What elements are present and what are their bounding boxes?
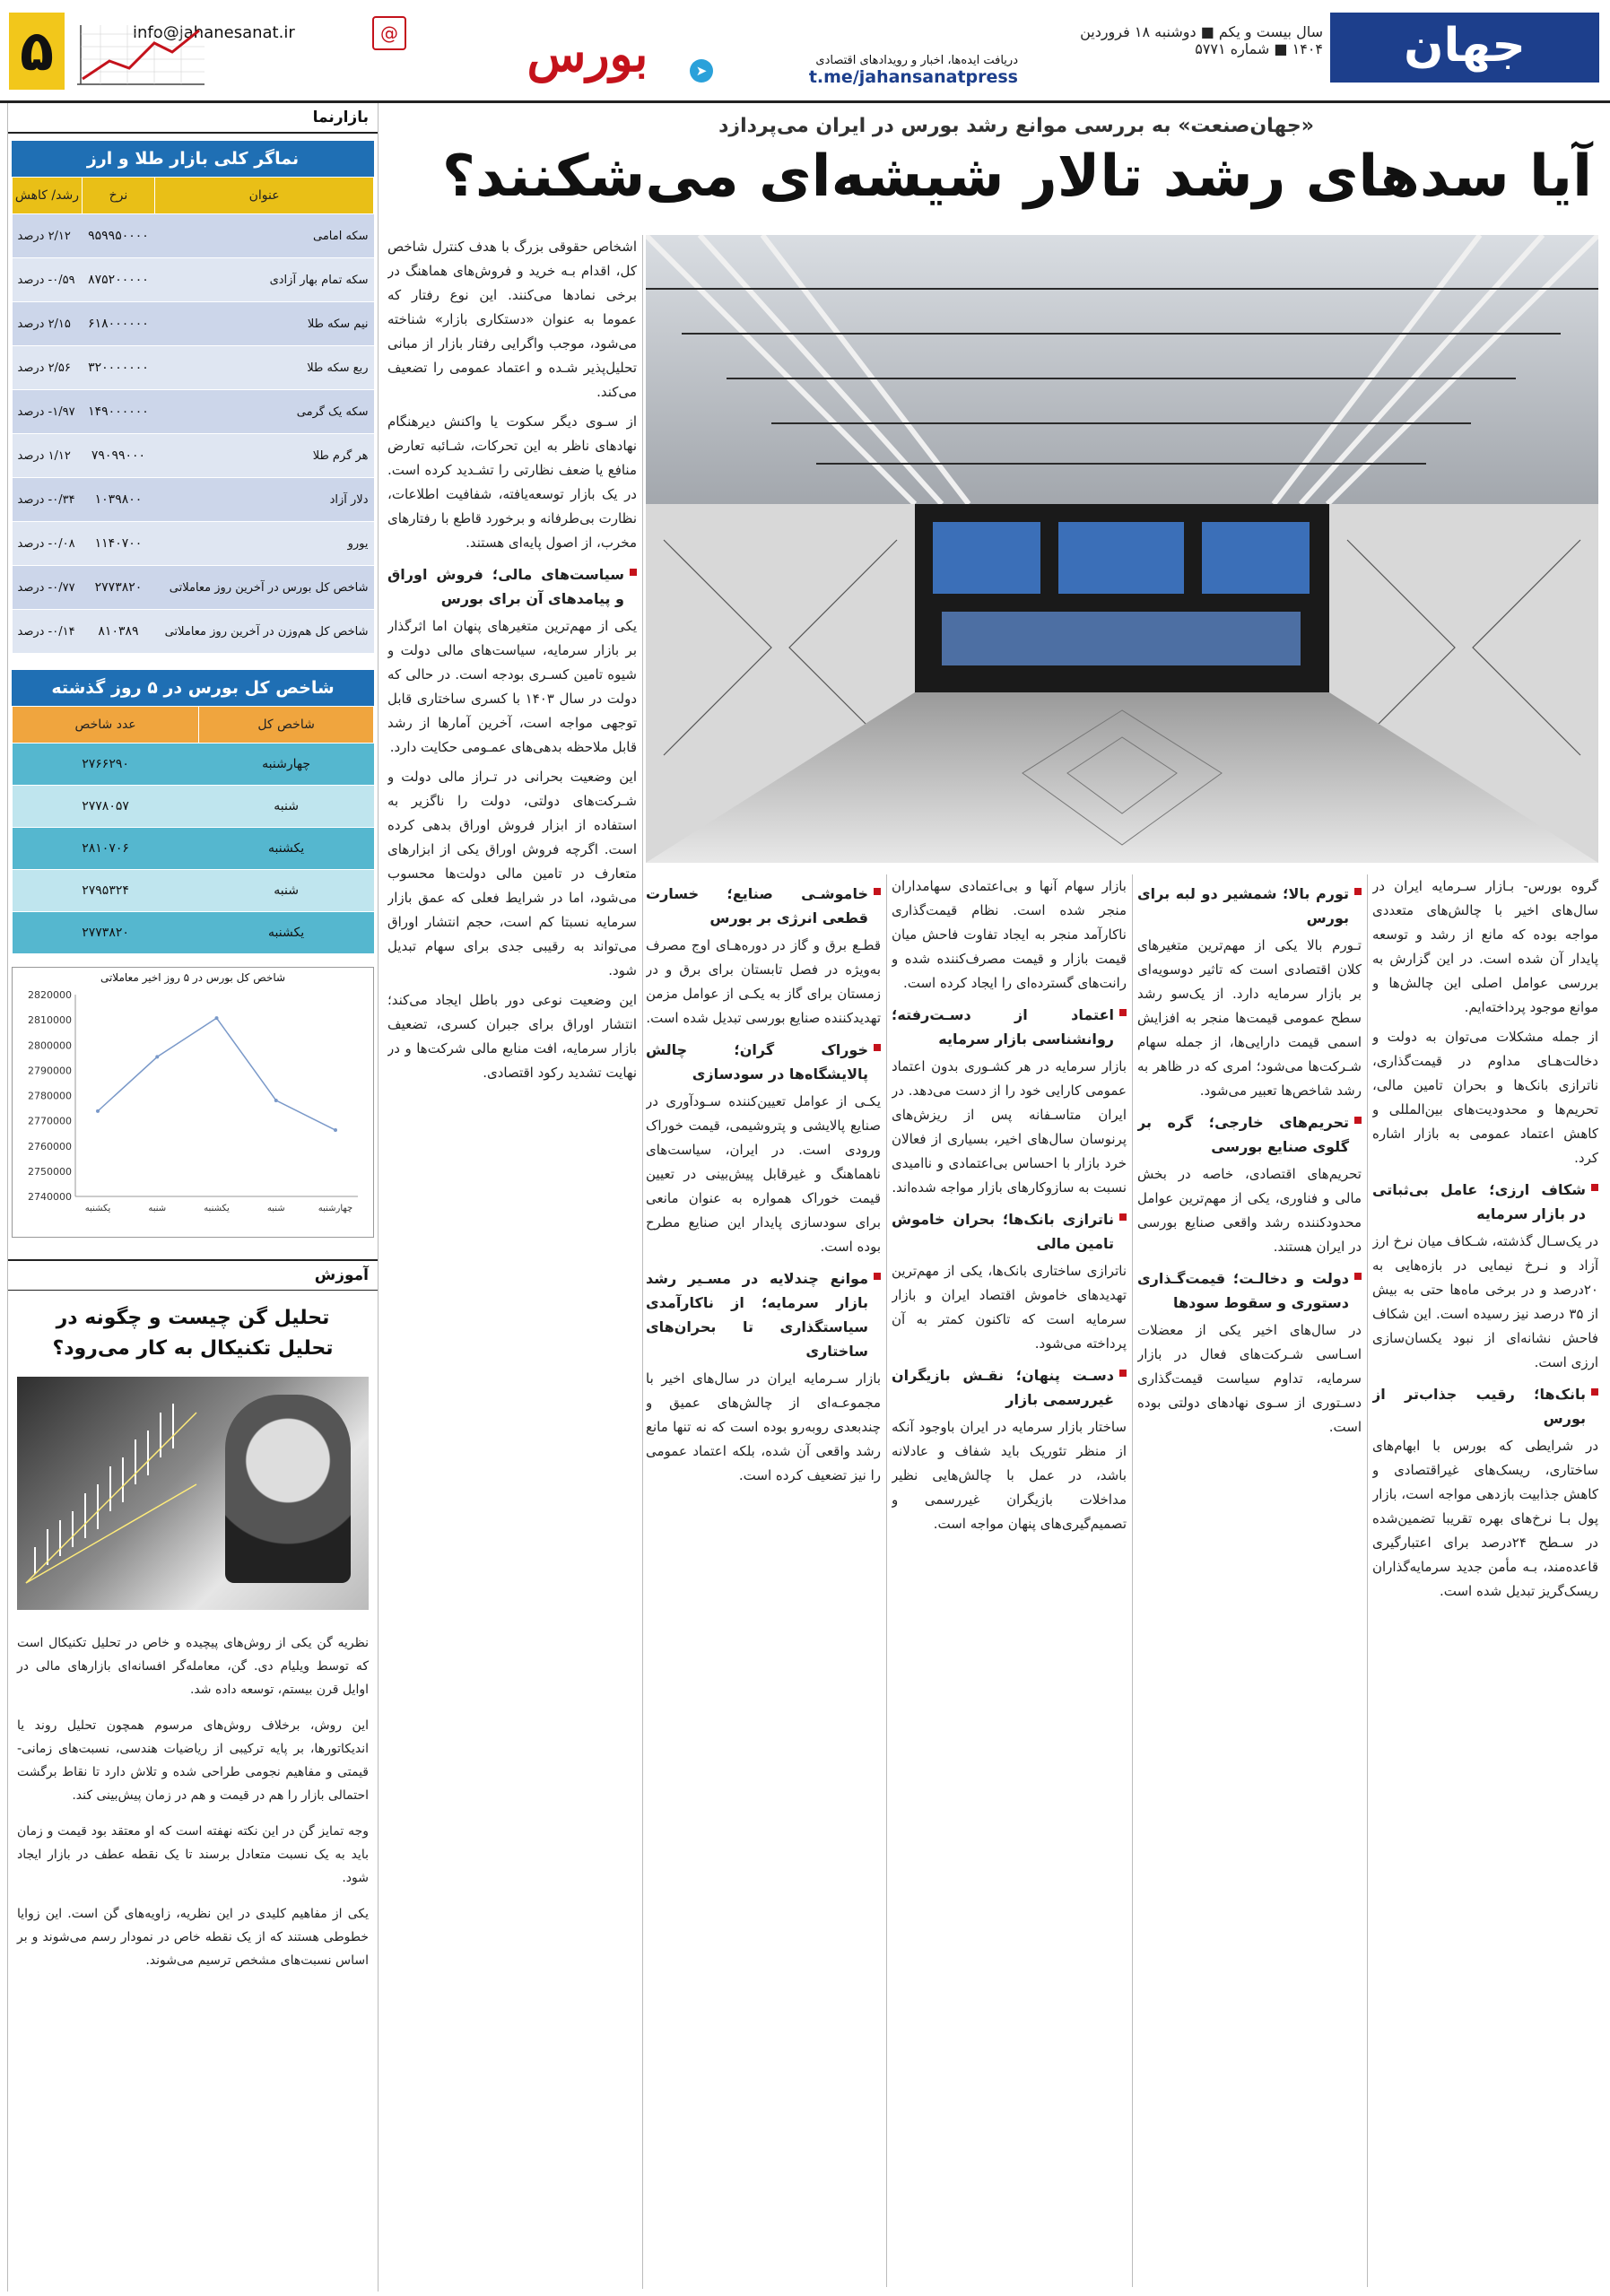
row-rate: ۸۷۵۲۰۰۰۰۰ [82,258,154,302]
education-paragraph: این روش، برخلاف روش‌های مرسوم همچون تحلیل روند یا اندیکاتورها، بر پایه ترکیبی از ریاضیات هندسی، نسبت‌های زمانی-قیمتی و مفاهیم نجومی طراحی شده و تلاش دارد تا نقاط برگشت احتمالی بازار را هم در قیمت و هم در زمان پیش‌بینی کند. [17,1718,369,1803]
article-subheading: ناترازی بانک‌ها؛ بحران خاموش تامین مالی [892,1207,1127,1256]
article-paragraph: این وضعیت نوعی دور باطل ایجاد می‌کند؛ انتشار اوراق برای جبران کسری، تضعیف بازار سرمایه، افت منابع مالی شرکت‌ها و در نهایت تشدید رکود اقتصادی. [387,992,637,1081]
data-point [274,1099,278,1102]
row-value: ۲۷۷۳۸۲۰ [13,912,199,954]
row-rate: ۹۵۹۹۵۰۰۰۰ [82,214,154,258]
row-day: چهارشنبه [199,744,374,786]
row-title: نیم سکه طلا [155,302,374,346]
col-title: عنوان [155,178,374,214]
column-divider [642,235,643,2289]
row-day: یکشنبه [199,828,374,870]
telegram-promo [722,54,1018,87]
data-point [155,1055,159,1058]
article-paragraph: ساختار بازار سرمایه در ایران باوجود آنکه از منظر تئوریک باید شفاف و عادلانه باشد، در عمل با چالش‌هایی نظیر مداخلات بازیگران غیررسمی و تصمیم‌گیری‌های پنهان مواجه است. [892,1419,1127,1532]
table-row [13,434,374,478]
row-value: ۲۷۹۵۳۲۴ [13,870,199,912]
page-number: ۵ [9,13,65,90]
education-paragraph: وجه تمایز گن در این نکته نهفته است که او معتقد بود قیمت و زمان باید به یک نسبت متعادل برسند تا یک نقطه عطف در بازار ایجاد شود. [17,1824,369,1885]
education-title: تحلیل گن چیست و چگونه در تحلیل تکنیکال به کار می‌رود؟ [52,1307,334,1360]
row-rate: ۲۷۷۳۸۲۰ [82,566,154,610]
table-row [13,258,374,302]
newspaper-logo: جهان صنعت [1330,13,1599,83]
x-tick-label: شنبه [148,1204,167,1213]
y-tick-label: 2780000 [28,1090,72,1102]
table-row [13,214,374,258]
y-tick-label: 2790000 [28,1065,72,1077]
article-column-1 [1372,874,1598,2287]
index5-table [12,706,374,954]
line-chart-svg [13,968,373,1237]
y-tick-label: 2820000 [28,989,72,1001]
table-row [13,346,374,390]
row-day: شنبه [199,870,374,912]
trend-chart-icon [74,22,208,88]
row-rate: ۶۱۸۰۰۰۰۰۰ [82,302,154,346]
row-title: دلار آزاد [155,478,374,522]
row-title: سکه امامی [155,214,374,258]
article-paragraph: بازار سهام آنها و بی‌اعتمادی سهامداران منجر شده است. نظام قیمت‌گذاری ناکارآمد منجر به ایجاد تفاوت فاحش میان قیمت بازار و قیمت مصرف‌کننده شده و رانت‌های گسترده‌ای را ایجاد کرده است. [892,878,1127,991]
row-change: ۰/۵۹- درصد [13,258,83,302]
market-sidebar [7,103,379,2292]
article-paragraph: بازار سـرمایه ایران در سال‌های اخیر با مجموعـه‌ای از چالش‌های عمیق و چندبعدی روبه‌رو بوده است که نه تنها مانع رشد واقعی آن شده، بلکه اعتماد عمومی را نیز تضعیف کرده است. [646,1370,881,1483]
row-value: ۲۷۶۶۲۹۰ [13,744,199,786]
y-tick-label: 2750000 [28,1165,72,1178]
row-change: ۰/۷۷- درصد [13,566,83,610]
issue-line: سال بیست و یکم ■ دوشنبه ۱۸ فروردین ۱۴۰۴ ■ شماره ۵۷۷۱ [1080,23,1323,57]
data-point [215,1016,219,1020]
table-row [13,566,374,610]
article-subheading: تورم بالا؛ شمشیر دو لبه برای بورس [1137,882,1362,930]
table-row [13,522,374,566]
article-paragraph: در یک‌سـال گذشته، شـکاف میان نرخ ارز آزاد و نـرخ نیمایی در بازه‌هایی به ۲۰درصد و در برخی ماه‌ها حتی به بیش از ۳۵ درصد نیز رسیده است. این شکاف فاحش نشانه‌ای از نبود یکسان‌سازی ارزی است. [1372,1233,1598,1370]
column-divider [1367,874,1368,2287]
author-portrait [225,1395,351,1583]
row-title: شاخص کل بورس در آخرین روز معاملاتی [155,566,374,610]
x-tick-label: یکشنبه [204,1204,230,1213]
stock-exchange-hall-photo [646,235,1598,863]
table-row [13,302,374,346]
row-title: سکه تمام بهار آزادی [155,258,374,302]
article-paragraph: یکـی از عوامل تعیین‌کننده سـودآوری در صنایع پالایشی و پتروشیمی، قیمت خوراک ورودی است. در ایران، سیاست‌های ناهماهنگ و غیرقابل پیش‌بینی در تعیین قیمت خوراک همواره به عنوان مانعی برای سودسازی پایدار این صنایع مطرح بوده است. [646,1093,881,1255]
row-title: هر گرم طلا [155,434,374,478]
article-column-2 [1137,874,1362,2287]
article-column-4 [646,874,881,2287]
article-paragraph: ناترازی ساختاری بانک‌ها، یکی از مهم‌ترین تهدیدهای خاموش اقتصاد ایران و بازار سرمایه است که تاکنون کمتر به آن پرداخته می‌شود. [892,1263,1127,1352]
table-row [13,610,374,654]
row-value: ۲۸۱۰۷۰۶ [13,828,199,870]
x-tick-label: شنبه [266,1204,285,1213]
row-change: ۲/۱۵ درصد [13,302,83,346]
article-column-5 [387,235,637,2284]
section-title: بورس [527,25,648,83]
article-subheading: شکاف ارزی؛ عامل بی‌ثباتی در بازار سرمایه [1372,1178,1598,1226]
article-subheading: دسـت پنهان؛ نقـش بازیگران غیررسمی بازار [892,1363,1127,1412]
article-kicker: «جهان‌صنعت» به بررسی موانع رشد بورس در ایران می‌پردازد [718,115,1314,137]
col-change: رشد/ کاهش [13,178,83,214]
market-table [12,177,374,654]
article-paragraph: بازار سرمایه در هر کشـوری بدون اعتماد عمومی کارایی خود را از دست می‌دهد. در ایران متاسـفانه پس از ریزش‌های پرنوسان سال‌های اخیر، بسیاری از فعالان خرد بازار با احساس بی‌اعتمادی و ناامیدی نسبت به سازوکارهای بازار مواجه شده‌اند. [892,1058,1127,1196]
row-change: ۱/۹۷- درصد [13,390,83,434]
y-tick-label: 2800000 [28,1039,72,1052]
column-divider [1132,874,1133,2287]
row-rate: ۸۱۰۳۸۹ [82,610,154,654]
row-change: ۲/۱۲ درصد [13,214,83,258]
row-day: یکشنبه [199,912,374,954]
data-point [334,1128,337,1132]
article-subheading: خوراک گران؛ چالش پالایشگاه‌ها در سودسازی [646,1038,881,1086]
y-tick-label: 2760000 [28,1140,72,1152]
issue-info [1054,23,1323,63]
table-row [13,478,374,522]
row-change: ۰/۳۴- درصد [13,478,83,522]
row-title: ربع سکه طلا [155,346,374,390]
data-point [96,1109,100,1113]
row-change: ۲/۵۶ درصد [13,346,83,390]
article-paragraph: این وضعیت بحرانی در تـراز مالی دولت و شـرکت‌های دولتی، دولت را ناگزیر به استفاده از ابزار فروش اوراق بدهی کرده است. اگرچه فروش اوراق یکی از ابزارهای متعارف در تامین مالی دولت‌ها محسوب می‌شود، اما در شرایط فعلی که عمق بازار سرمایه نسبتا کم است، حجم انتشار اوراق می‌تواند به رقیبی جدی برای سهام تبدیل شود. [387,769,637,978]
chart-title: شاخص کل بورس در ۵ روز اخیر معاملاتی [100,971,286,984]
market-table-heading: نماگر کلی بازار طلا و ارز [12,141,374,177]
col-rate: نرخ [82,178,154,214]
education-paragraph: نظریه گن یکی از روش‌های پیچیده و خاص در تحلیل تکنیکال است که توسط ویلیام دی. گن، معامله‌گر افسانه‌ای بازارهای مالی در اوایل قرن بیستم، توسعه داده شد. [17,1636,369,1697]
article-paragraph: از جمله مشکلات می‌توان به دولت و دخالت‌هـای مداوم در قیمت‌گذاری، ناترازی بانک‌ها و بحران تامین مالی، تحریم‌ها و محدودیت‌های بین‌المللی و کاهش اعتماد عمومی به بازار اشاره کرد. [1372,1029,1598,1166]
article-paragraph: گروه بورس- بـازار سـرمایه ایران در سال‌های اخیر با چالش‌های متعددی مواجه بوده که مانع از رشد و توسعه پایدار آن شده است. در این گزارش به بررسی عوامل اصلی این چالش‌ها و موانع موجود پرداخته‌ایم. [1372,878,1598,1015]
col-day: شاخص کل [199,707,374,744]
telegram-text: دریافت ایده‌ها، اخبار و رویدادهای اقتصادی [815,54,1018,67]
row-change: ۱/۱۲ درصد [13,434,83,478]
article-paragraph: تحریم‌های اقتصادی، خاصه در بخش مالی و فناوری، یکی از مهم‌ترین عوامل محدودکننده رشد واقعی صنایع بورسی در ایران هستند. [1137,1166,1362,1255]
row-day: شنبه [199,786,374,828]
col-value: عدد شاخص [13,707,199,744]
article-paragraph: اشخاص حقوقی بزرگ با هدف کنترل شاخص کل، اقدام بـه خرید و فروش‌های هماهنگ در برخی نمادها می‌کنند. این نوع رفتار که عموما به عنوان «دستکاری بازار» شناخته می‌شود، موجب واگرایی رفتار بازار از مبانی تحلیل‌پذیر شـده و اعتماد عمومی را تضعیف می‌کند. [387,239,637,400]
education-paragraph: یکی از مفاهیم کلیدی در این نظریه، زاویه‌های گن است. این زوایا خطوطی هستند که از یک نقطه خاص در نمودار رسم می‌شوند و بر اساس نسبت‌های مشخص ترسیم می‌شوند. [17,1907,369,1968]
gann-chart-photo [17,1377,369,1610]
row-change: ۰/۰۸- درصد [13,522,83,566]
row-value: ۲۷۷۸۰۵۷ [13,786,199,828]
row-title: سکه یک گرمی [155,390,374,434]
article-paragraph: قطـع برق و گاز در دوره‌هـای اوج مصرف به‌ویژه در فصل تابستان برای برق و در زمستان برای گاز به یکـی از عوامل مزمن تهدیدکننده صنایع بورسی تبدیل شده است. [646,937,881,1026]
row-rate: ۱۴۹۰۰۰۰۰۰ [82,390,154,434]
article-subheading: اعتماد از دسـت‌رفته؛ روانشناسی بازار سرمایه [892,1003,1127,1051]
table-row [13,786,374,828]
stock-exchange-hall-illustration [646,235,1598,863]
article-subheading: موانع چندلایه در مسـیر رشد بازار سرمایه؛ از ناکارآمدی سیاستگذاری تا بحران‌های ساختاری [646,1266,881,1363]
index-line-chart [12,967,374,1238]
article-subheading: بانک‌ها؛ رقیب جذاب‌تر از بورس [1372,1382,1598,1431]
index5-heading: شاخص کل بورس در ۵ روز گذشته [12,670,374,706]
row-rate: ۷۹۰۹۹۰۰۰ [82,434,154,478]
y-tick-label: 2810000 [28,1014,72,1027]
article-paragraph: از سـوی دیگر سکوت یا واکنش دیرهنگام نهادهای ناظر به این تحرکات، شـائبه تعارض منافع یا ضعف نظارتی را تشـدید کرده است. در یک بازار توسعه‌یافته، شفافیت اطلاعات، نظارت بی‌طرفانه و برخورد قاطع با رفتارهای مخرب، از اصول پایه‌ای هستند. [387,413,637,551]
article-paragraph: یکی از مهم‌ترین متغیرهای پنهان اما اثرگذار بر بازار سرمایه، سیاست‌های مالی دولت و شیوه تامین کسـری بودجه است. در حالی که دولت در سال ۱۴۰۳ با کسری ساختاری قابل توجهی مواجه است، آخرین آمارها از رشد قابل ملاحظه بدهی‌های عمـومی حکایت دارد. [387,618,637,755]
y-tick-label: 2770000 [28,1115,72,1127]
article-paragraph: تـورم بالا یکی از مهم‌ترین متغیرهای کلان اقتصادی است که تاثیر دوسویه‌ای بر بازار سرمایه دارد. از یک‌سو رشد سطح عمومی قیمت‌ها منجر به افزایش اسمی قیمت دارایی‌ها، از جمله سهام شـرکت‌ها می‌شود؛ امری که در ظاهر به رشد شاخص‌ها تعبیر می‌شود. [1137,937,1362,1099]
table-row [13,870,374,912]
table-row [13,390,374,434]
mail-icon: @ [372,16,406,50]
x-tick-label: چهارشنبه [318,1204,353,1213]
series-line [98,1018,335,1130]
table-row [13,828,374,870]
article-subheading: خاموشـی صنایع؛ خسارت قطعی انرژی بر بورس [646,882,881,930]
row-rate: ۱۰۳۹۸۰۰ [82,478,154,522]
telegram-link[interactable]: t.me/jahansanatpress [808,67,1018,87]
x-tick-label: یکشنبه [84,1204,111,1213]
article-paragraph: در سال‌های اخیر یکی از معضلات اسـاسی شـرکت‌های فعال در بازار سرمایه، تداوم سیاست قیمت‌گذاری دسـتوری از سـوی نهادهای دولتی بوده است. [1137,1322,1362,1435]
article-subheading: تحریم‌های خارجی؛ گره بر گلوی صنایع بورسی [1137,1110,1362,1159]
education-body [8,1610,378,1994]
market-tag: بازارنما [8,103,378,134]
table-row [13,912,374,954]
telegram-icon: ➤ [690,59,713,83]
article-subheading: دولت و دخالـت؛ قیمت‌گـذاری دستوری و سقوط سودها [1137,1266,1362,1315]
article-column-3 [892,874,1127,2287]
article-headline: آیا سدهای رشد تالار شیشه‌ای می‌شکنند؟ [441,144,1592,210]
article-paragraph: در شرایطی که بورس با ابهام‌های ساختاری، ریسک‌های غیراقتصادی و کاهش جذابیت بازدهی مواجه است، بازار پول بـا نرخ‌های بهره تقریبا تضمین‌شده در سـطح ۲۴درصد برای اعتبارگیری قاعده‌مند، بـه مأمن جدید سرمایه‌گذاران ریسک‌گریز تبدیل شده است. [1372,1438,1598,1599]
column-divider [886,874,887,2287]
table-row [13,744,374,786]
article-subheading: سیاست‌های مالی؛ فروش اوراق و پیامدهای آن برای بورس [387,562,637,611]
education-tag: آموزش [8,1259,378,1291]
row-change: ۰/۱۴- درصد [13,610,83,654]
row-title: یورو [155,522,374,566]
row-title: شاخص کل هم‌وزن در آخرین روز معاملاتی [155,610,374,654]
contact-email[interactable]: info@jahanesanat.ir [133,23,295,42]
row-rate: ۱۱۴۰۷۰۰ [82,522,154,566]
y-tick-label: 2740000 [28,1191,72,1203]
row-rate: ۳۲۰۰۰۰۰۰۰ [82,346,154,390]
